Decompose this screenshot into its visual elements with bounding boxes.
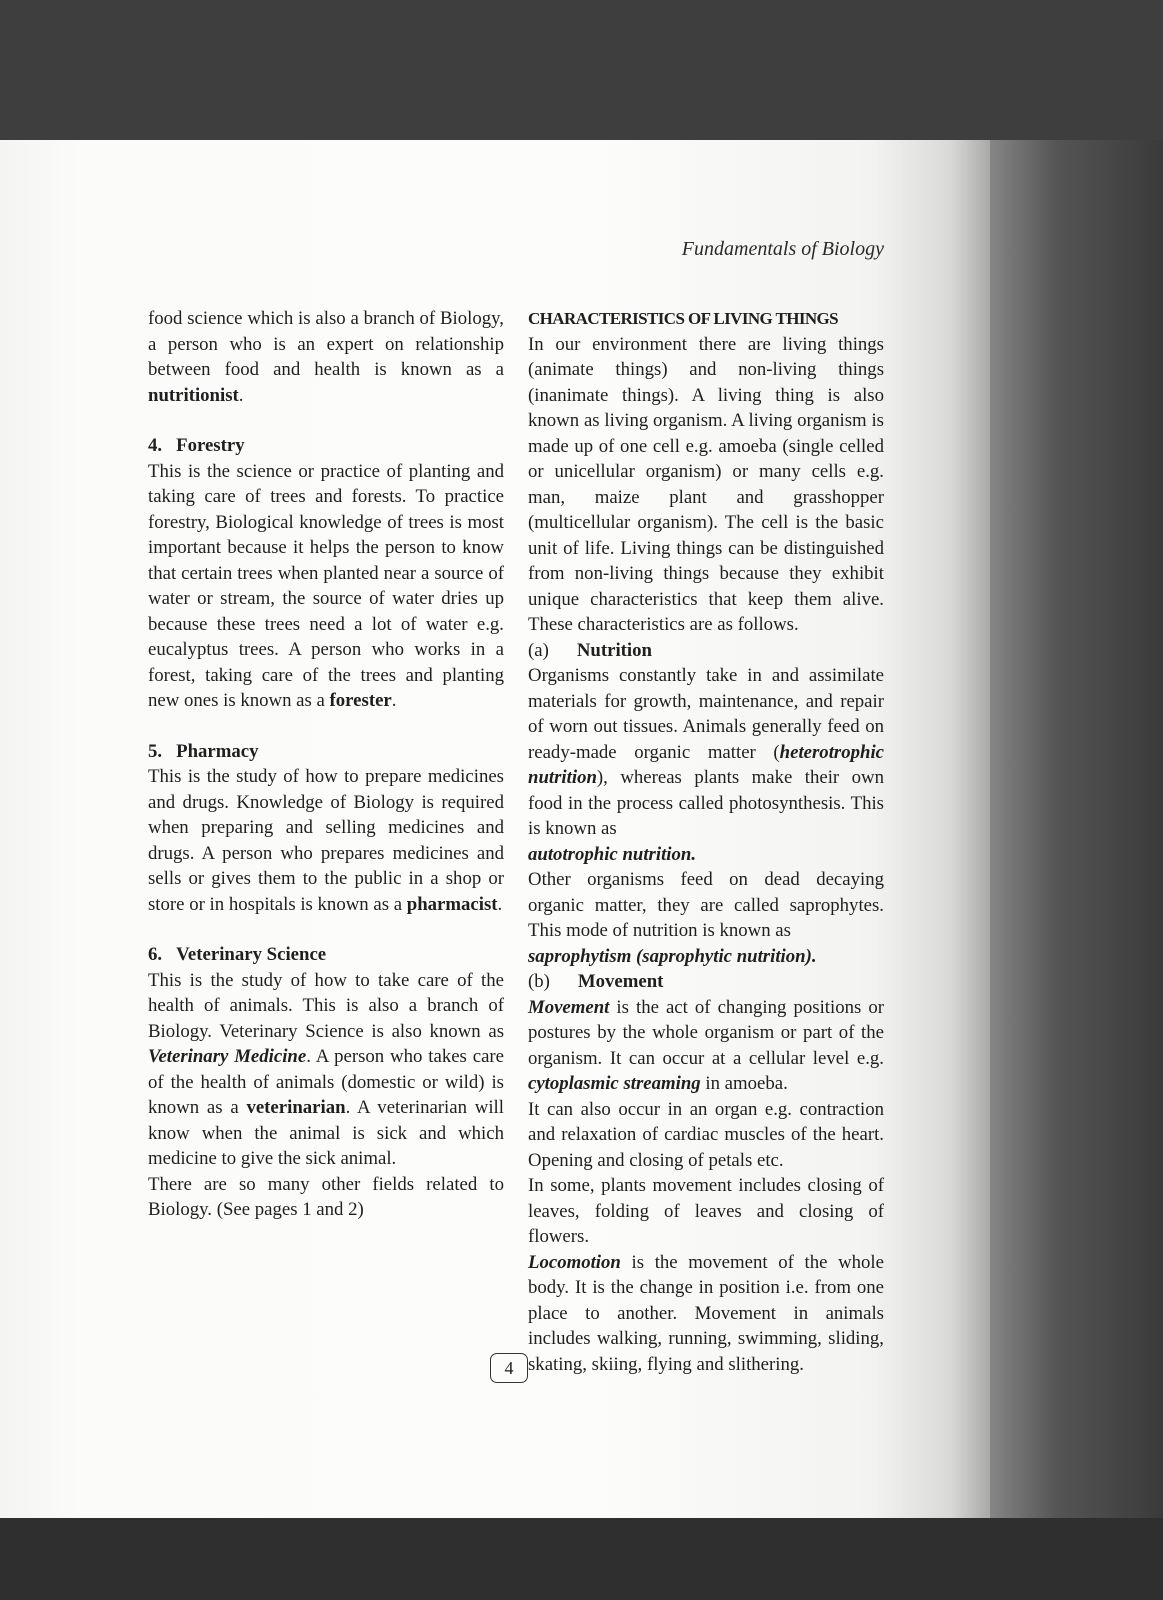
veterinary-heading: 6. Veterinary Science bbox=[148, 944, 327, 965]
characteristics-intro: In our environment there are living things (animate things) and non-living things (inanimate things). A living thing is also known as living organism. A living organism is made up of one cell e.g. amoeba (single celled or unicellular organism) or many cells e.g. man, maize plant and grasshopper (multicellular organism). The cell is the basic unit of life. Living things can be distinguished from non-living things because they exhibit unique characteristics that keep them alive. These characteristics are as follows. bbox=[528, 333, 884, 635]
scan-background-right bbox=[985, 140, 1163, 1518]
closing-paragraph: There are so many other fields related to Biology. (See pages 1 and 2) bbox=[148, 1173, 504, 1220]
running-header: Fundamentals of Biology bbox=[681, 238, 884, 260]
term-pharmacist: pharmacist bbox=[406, 893, 498, 915]
term-forester: forester bbox=[329, 690, 392, 711]
term-locomotion: Locomotion bbox=[528, 1251, 621, 1273]
characteristics-heading: CHARACTERISTICS OF LIVING THINGS bbox=[528, 309, 839, 328]
intro-paragraph: food science which is also a branch of Biology, a person who is an expert on relationship between food and health is known as a nutritionist. bbox=[148, 308, 504, 406]
forestry-paragraph: This is the science or practice of planting and taking care of trees and forests. To practice forestry, Biological knowledge of trees is most important because it helps the person to know that certain trees when planted near a source of water or stream, the source of water dries up because these trees need a lot of water e.g. eucalyptus trees. A person who works in a forest, taking care of the trees and planting new ones is known as a forester. bbox=[148, 460, 504, 711]
forestry-heading: 4. Forestry bbox=[148, 435, 245, 456]
term-heterotrophic: heterotrophic nutrition bbox=[528, 741, 884, 788]
nutrition-heading: (a) Nutrition bbox=[528, 639, 652, 661]
book-page bbox=[0, 140, 990, 1518]
veterinary-paragraph: This is the study of how to take care of the health of animals. This is also a branch of Biology. Veterinary Science is also known as Veterinary Medicine. A person who takes care of the health of animals (domestic or wild) is known as a veterinarian. A veterinarian will know when the animal is sick and which medicine to give the sick animal. bbox=[148, 969, 504, 1169]
nutrition-paragraph: Organisms constantly take in and assimilate materials for growth, maintenance, and repair of worn out tissues. Animals generally feed on ready-made organic matter (heterotrophic nutrition), whereas plants make their own food in the process called photosynthesis. This is known as bbox=[528, 665, 884, 839]
left-column bbox=[148, 306, 504, 1223]
scan-background-top bbox=[0, 0, 1163, 140]
term-movement: Movement bbox=[528, 996, 610, 1018]
movement-paragraph: Movement is the act of changing positions or postures by the whole organism or part of the organism. It can occur at a cellular level e.g. cytoplasmic streaming in amoeba. bbox=[528, 996, 884, 1094]
saprophyte-paragraph: Other organisms feed on dead decaying organic matter, they are called saprophytes. This mode of nutrition is known as bbox=[528, 869, 884, 941]
scan-background-bottom bbox=[0, 1518, 1163, 1600]
autotrophic-term: autotrophic nutrition. bbox=[528, 843, 697, 865]
plant-movement-paragraph: In some, plants movement includes closing of leaves, folding of leaves and closing of flowers. bbox=[528, 1175, 884, 1247]
pharmacy-paragraph: This is the study of how to prepare medicines and drugs. Knowledge of Biology is required when preparing and selling medicines and drugs. A person who prepares medicines and sells or gives them to the public in a shop or store or in hospitals is known as a pharmacist. bbox=[148, 766, 504, 915]
term-cytoplasmic-streaming: cytoplasmic streaming bbox=[528, 1073, 701, 1094]
movement-heading: (b) Movement bbox=[528, 971, 664, 992]
movement-organ-paragraph: It can also occur in an organ e.g. contraction and relaxation of cardiac muscles of the heart. Opening and closing of petals etc. bbox=[528, 1098, 884, 1171]
term-veterinary-medicine: Veterinary Medicine bbox=[148, 1046, 307, 1067]
saprophytism-term: saprophytism (saprophytic nutrition). bbox=[528, 945, 817, 967]
right-column bbox=[528, 306, 884, 1377]
page-number: 4 bbox=[490, 1353, 528, 1383]
term-nutritionist: nutritionist bbox=[148, 384, 239, 406]
term-veterinarian: veterinarian bbox=[246, 1097, 346, 1118]
pharmacy-heading: 5. Pharmacy bbox=[148, 740, 259, 762]
locomotion-paragraph: Locomotion is the movement of the whole body. It is the change in position i.e. from one place to another. Movement in animals includes walking, running, swimming, sliding, skating, skiing, flying and slithering. bbox=[528, 1251, 884, 1375]
